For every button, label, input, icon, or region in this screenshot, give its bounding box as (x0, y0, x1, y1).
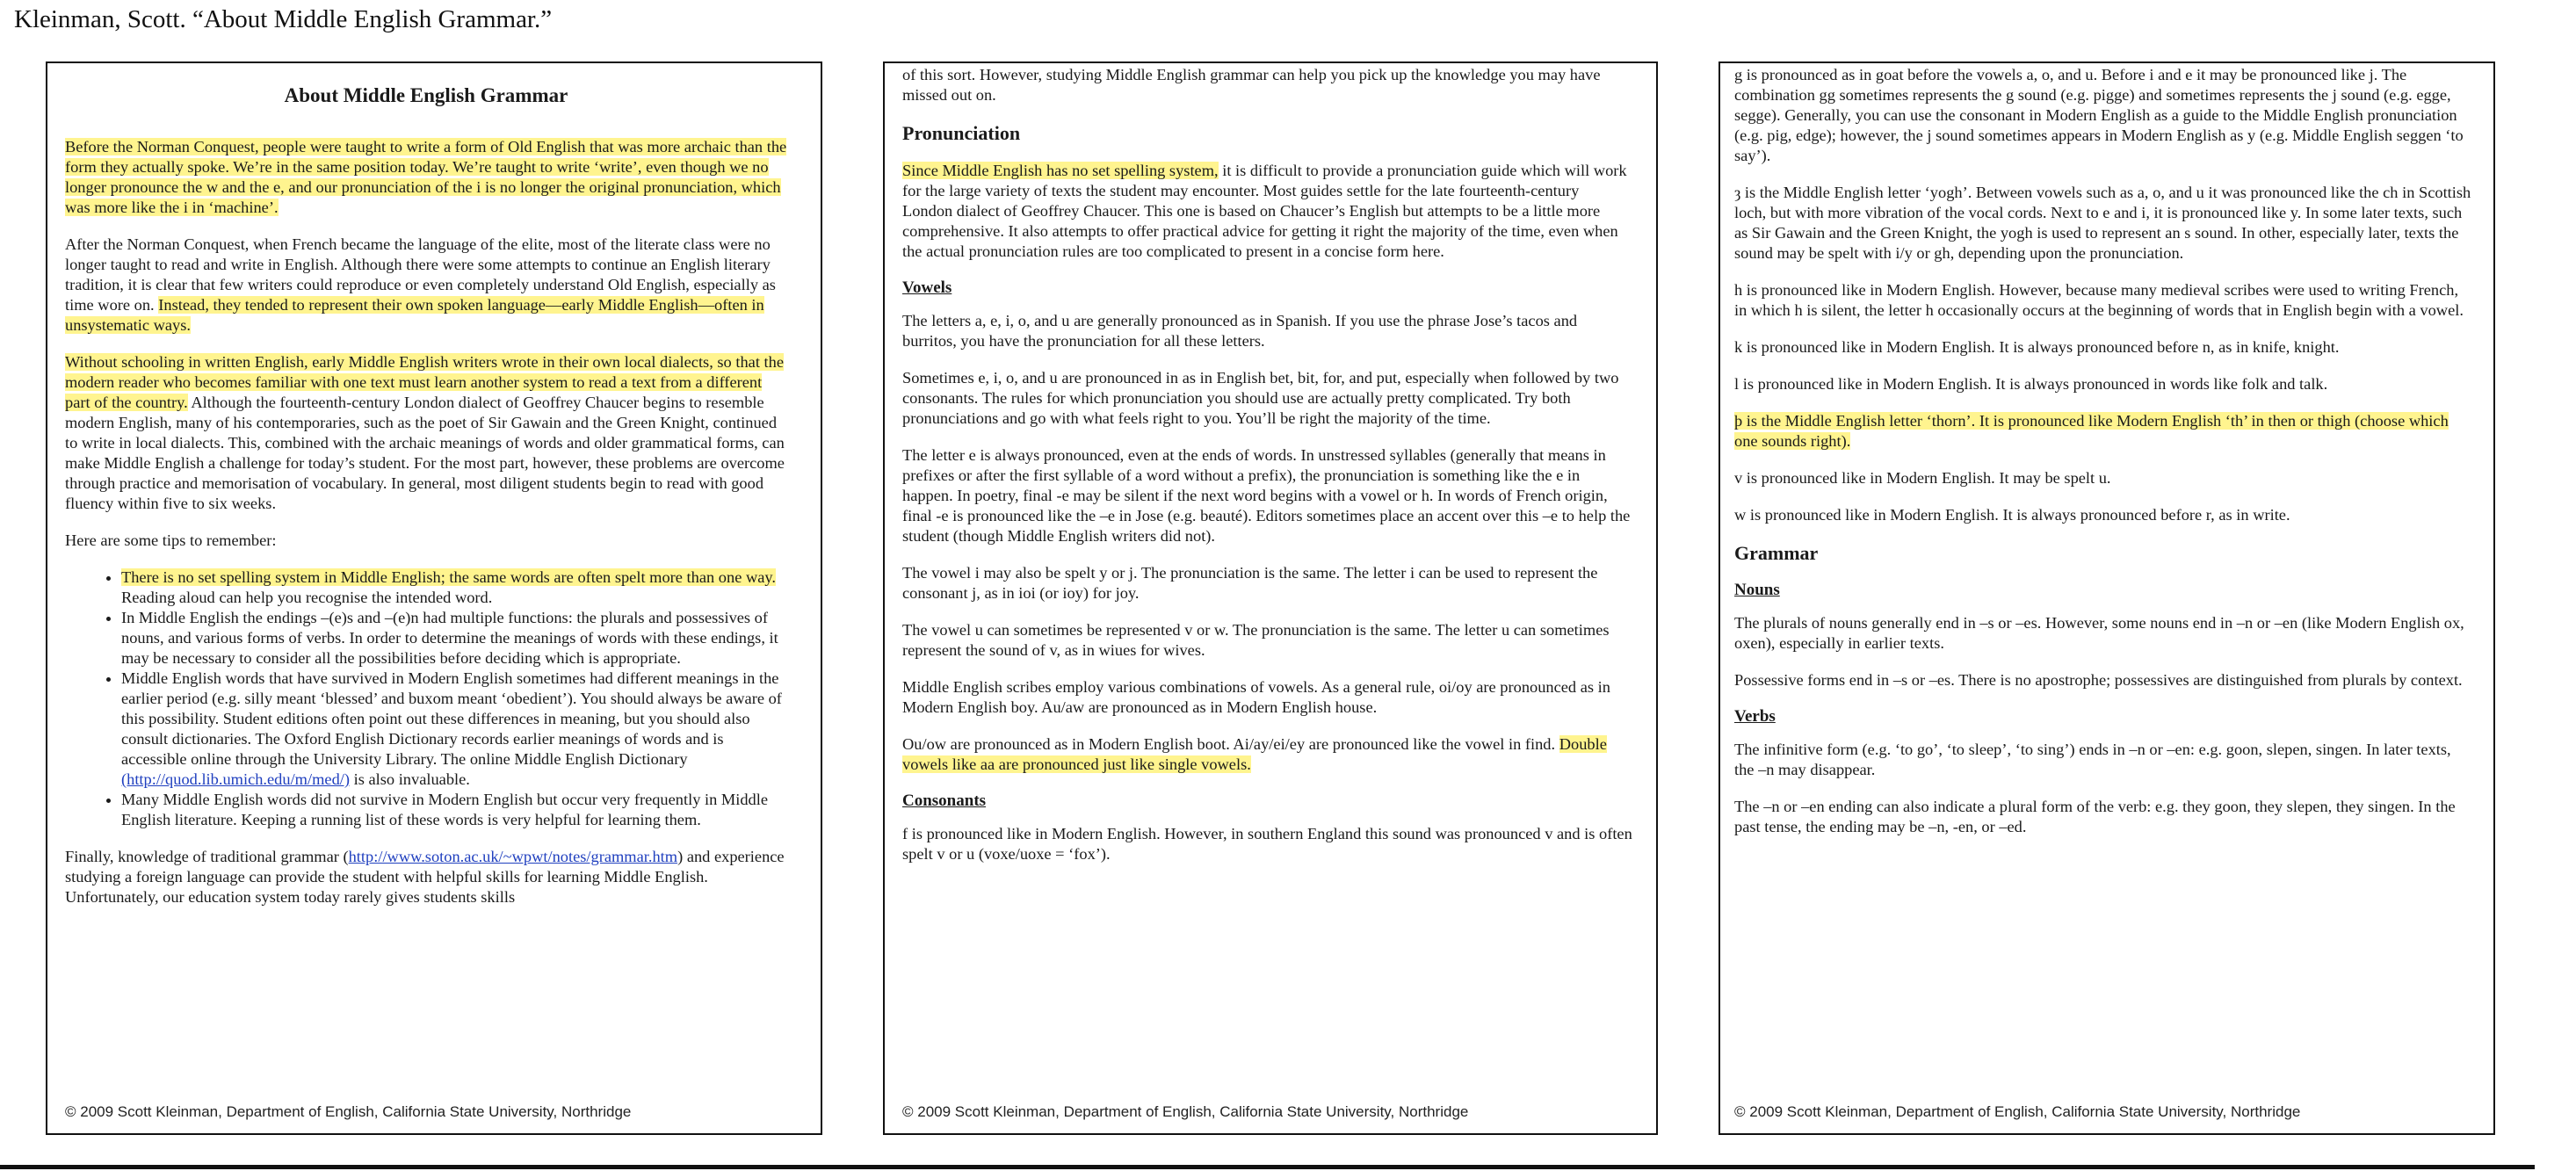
med-link[interactable]: (http://quod.lib.umich.edu/m/med/) (121, 770, 350, 788)
paragraph: g is pronounced as in goat before the vowels a, o, and u. Before i and e it may be pronounced like j. The combination gg sometimes represents the g sound (e.g. pigge) and sometimes represents the j sound (e.g. egge, segge). Generally, you can use the consonant in Modern English as a guide to the Middle English pronunciation (e.g. pig, edge); however, the j sound sometimes appears in Modern English as y (e.g. Middle English seggen ‘to say’). (1734, 66, 2464, 164)
tips-list (65, 567, 787, 830)
paragraph: Sometimes e, i, o, and u are pronounced in as in English bet, bit, for, and put, especially when followed by two consonants. The rules for which pronunciation you should use are actually pretty complicated. Try both pronunciations and go with what feels right to you. You’ll be right the majority of the time. (902, 369, 1619, 427)
section-heading-grammar: Grammar (1734, 542, 1819, 564)
list-item (121, 567, 787, 608)
paragraph: The letter e is always pronounced, even at the ends of words. In unstressed syllables (generally that means in prefixes or after the first syllable of a word without a prefix), the pronunciation is something like the e in happen. In poetry, final -e may be silent if the next word begins with a vowel or h. In words of French origin, final -e is pronounced like the –e in Jose (e.g. beauté). Editors sometimes place an accent over this –e to help the student (though Middle English writers did not). (902, 446, 1631, 545)
page-title: About Middle English Grammar (284, 84, 568, 106)
text: ) and experience studying a foreign language can provide the student with helpful skills for learning Middle English. Unfortunately, our education system today rarely gives students skills (65, 848, 785, 906)
list-item (121, 669, 787, 790)
text: it is difficult to provide a pronunciation guide which will work for the large variety of texts the student may encounter. Most guides settle for the late fourteenth-century London dialect of Geoffrey Chaucer. This one is based on Chaucer’s English but attempts to be a little more comprehensive. It also attempts to offer practical advice for getting it right the majority of the time, even when the actual pronunciation rules are too complicated to present in a concise form here. (902, 162, 1627, 260)
paragraph (902, 734, 1633, 775)
paragraph: of this sort. However, studying Middle English grammar can help you pick up the knowledge you may have missed out on. (902, 66, 1601, 104)
highlight: Before the Norman Conquest, people were taught to write a form of Old English that was more archaic than the form they actually spoke. We’re in the same position today. We’re taught to write ‘write’, even though we no longer pronounce the w and the e, and our pronunciation of the i is no longer the original pronunciation, which was more like the i in ‘machine’. (65, 138, 787, 216)
paragraph: Here are some tips to remember: (65, 531, 277, 549)
paragraph: The –n or –en ending can also indicate a plural form of the verb: e.g. they goon, they slepen, they singen. In the past tense, the ending may be –n, -en, or –ed. (1734, 798, 2456, 835)
text: Middle English words that have survived in Modern English sometimes had different meanings in the earlier period (e.g. silly meant ‘blessed’ and buxom meant ‘obedient’). You should always be aware of this possibility. Student editions often point out these differences in meaning, but you should also consult dictionaries. The Oxford English Dictionary records earlier meanings of words and is accessible online through the University Library. The online Middle English Dictionary (121, 669, 782, 768)
document-page-2 (883, 61, 1658, 1135)
document-page-1 (46, 61, 822, 1135)
paragraph: f is pronounced like in Modern English. However, in southern England this sound was pronounced v and is often spelt v or u (voxe/uoxe = ‘fox’). (902, 825, 1632, 863)
subheading-verbs: Verbs (1734, 707, 1776, 726)
paragraph: Possessive forms end in –s or –es. There is no apostrophe; possessives are distinguished from plurals by context. (1734, 671, 2463, 689)
highlight: Instead, they tended to represent their own spoken language—early Middle English—often in unsystematic ways. (65, 296, 764, 334)
page-footer: © 2009 Scott Kleinman, Department of English, California State University, Northridge (1734, 1103, 2301, 1120)
paragraph: The letters a, e, i, o, and u are generally pronounced as in Spanish. If you use the phrase Jose’s tacos and burritos, you have the pronunciation for all these letters. (902, 312, 1578, 350)
page-footer: © 2009 Scott Kleinman, Department of English, California State University, Northridge (902, 1103, 1469, 1120)
text: is also invaluable. (353, 770, 470, 788)
subheading-consonants: Consonants (902, 792, 987, 810)
paragraph: The vowel u can sometimes be represented v or w. The pronunciation is the same. The letter u can sometimes represent the sound of v, as in wiues for wives. (902, 621, 1610, 659)
highlight: Since Middle English has no set spelling system, (902, 162, 1219, 179)
text: Reading aloud can help you recognise the intended word. (121, 589, 493, 606)
section-heading-pronunciation: Pronunciation (902, 122, 1021, 144)
highlight: þ is the Middle English letter ‘thorn’. It is pronounced like Modern English ‘th’ in then or thigh (choose which one sounds right). (1734, 412, 2449, 450)
subheading-vowels: Vowels (902, 278, 952, 297)
paragraph: h is pronounced like in Modern English. However, because many medieval scribes were used to writing French, in which h is silent, the letter h occasionally occurs at the beginning of words that in English begin with a vowel. (1734, 281, 2464, 319)
paragraph: Middle English scribes employ various combinations of vowels. As a general rule, oi/oy are pronounced as in Modern English boy. Au/aw are pronounced as in Modern English house. (902, 678, 1610, 716)
paragraph: k is pronounced like in Modern English. It is always pronounced before n, as in knife, knight. (1734, 338, 2340, 356)
bottom-rule (0, 1165, 2535, 1169)
paragraph (65, 352, 787, 514)
highlight: There is no set spelling system in Middle English; the same words are often spelt more than one way. (121, 568, 776, 586)
paragraph (65, 847, 787, 907)
citation: Kleinman, Scott. “About Middle English Grammar.” (14, 5, 553, 33)
paragraph: The vowel i may also be spelt y or j. The pronunciation is the same. The letter i can be used to represent the consonant j, as in ioi (or ioy) for joy. (902, 564, 1598, 602)
paragraph (65, 137, 787, 218)
document-page-3 (1719, 61, 2495, 1135)
highlight: Double vowels like aa are pronounced just like single vowels. (902, 735, 1607, 773)
text: Ou/ow are pronounced as in Modern English boot. Ai/ay/ei/ey are pronounced like the vowel in find. (902, 735, 1556, 753)
grammar-link[interactable]: http://www.soton.ac.uk/~wpwt/notes/grammar.htm (348, 848, 678, 865)
paragraph (65, 235, 787, 336)
paragraph: v is pronounced like in Modern English. It may be spelt u. (1734, 469, 2111, 487)
paragraph: ȝ is the Middle English letter ‘yogh’. Between vowels such as a, o, and u it was pronounced like the ch in Scottish loch, but with more vibration of the vocal cords. Next to e and i, it is pronounced like y. In some later texts, such as Sir Gawain and the Green Knight, the yogh is used to represent an s sound. In other, especially later, texts the sound may be spelt with i/y or gh, depending upon the pronunciation. (1734, 184, 2471, 262)
paragraph: l is pronounced like in Modern English. It is always pronounced in words like folk and talk. (1734, 375, 2328, 393)
text: Finally, knowledge of traditional grammar ( (65, 848, 349, 865)
text: Although the fourteenth-century London dialect of Geoffrey Chaucer begins to resemble modern English, many of his contemporaries, such as the poet of Sir Gawain and the Green Knight, continued to write in local dialects. This, combined with the archaic meanings of words and older grammatical forms, can make Middle English a challenge for today’s student. For the most part, however, these problems are overcome through practice and memorisation of vocabulary. In general, most diligent students begin to read with good fluency within five to six weeks. (65, 394, 785, 512)
paragraph (1734, 411, 2472, 452)
paragraph: w is pronounced like in Modern English. It is always pronounced before r, as in write. (1734, 506, 2290, 524)
list-item: • In Middle English the endings –(e)s and –(e)n had multiple functions: the plurals and possessives of nouns, and various forms of verbs. In order to determine the meanings of words with these endings, it may be necessary to consider all the possibilities before deciding which is appropriate. (121, 608, 787, 669)
paragraph: The infinitive form (e.g. ‘to go’, ‘to sleep’, ‘to sing’) ends in –n or –en: e.g. goon, slepen, singen. In later texts, the –n may disappear. (1734, 741, 2451, 778)
text: After the Norman Conquest, when French became the language of the elite, most of the literate class were no longer taught to read and write in English. Although there were some attempts to continue an English literary tradition, it is clear that few writers could reproduce or even completely understand Old English, especially as time wore on. (65, 235, 776, 314)
subheading-nouns: Nouns (1734, 581, 1780, 599)
highlight: Without schooling in written English, early Middle English writers wrote in their own local dialects, so that the modern reader who becomes familiar with one text must learn another system to read a text from a different part of the country. (65, 353, 784, 411)
paragraph: The plurals of nouns generally end in –s or –es. However, some nouns end in –n or –en (like Modern English ox, oxen), especially in earlier texts. (1734, 614, 2464, 652)
page-footer: © 2009 Scott Kleinman, Department of English, California State University, Northridge (65, 1103, 632, 1120)
list-item: • Many Middle English words did not survive in Modern English but occur very frequently in Middle English literature. Keeping a running list of these words is very helpful for learning them. (121, 790, 787, 830)
paragraph (902, 161, 1633, 262)
